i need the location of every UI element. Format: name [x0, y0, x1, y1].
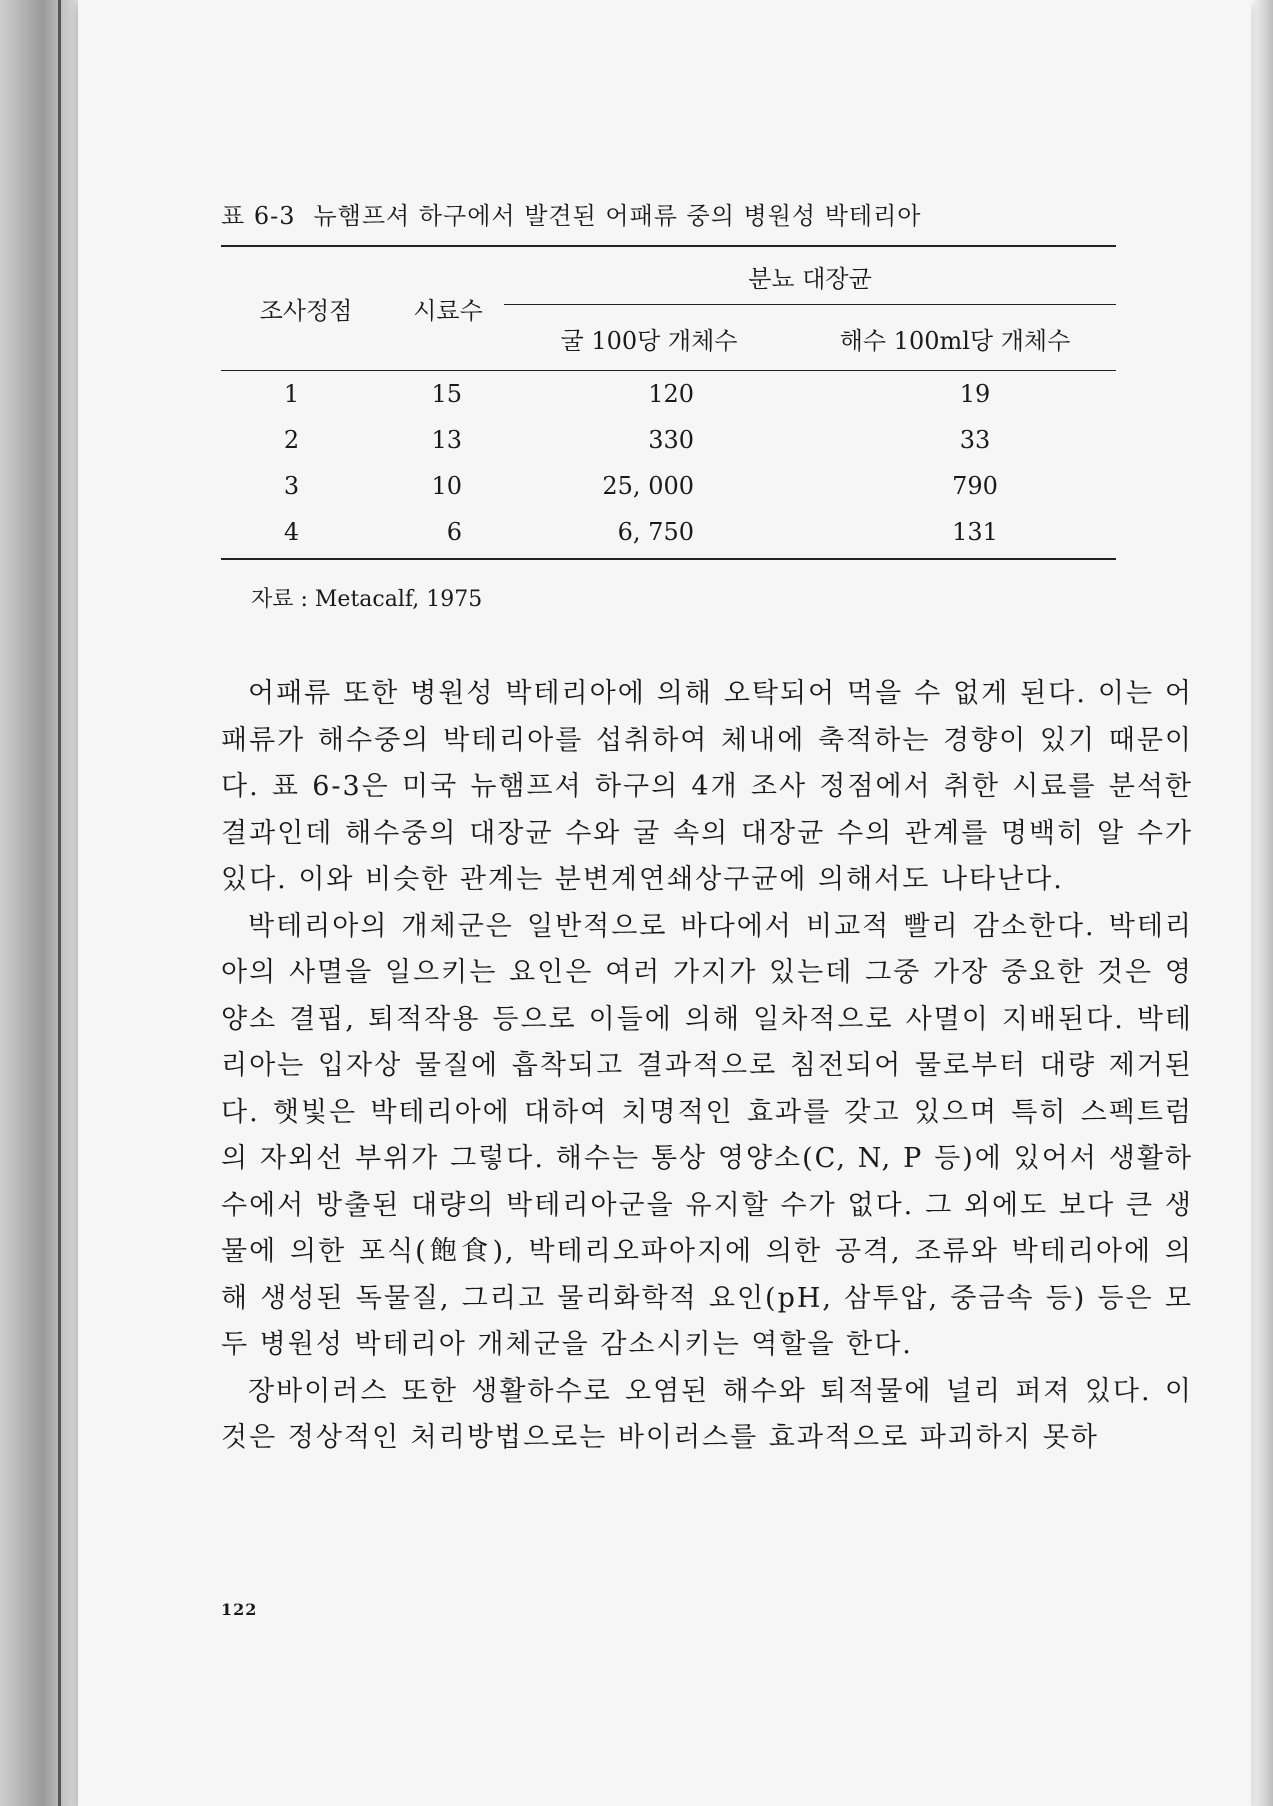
table-row	[221, 463, 1116, 509]
table-row	[221, 417, 1116, 463]
header-sea: 해수 100ml당 개체수	[794, 305, 1116, 371]
book-edge	[0, 0, 78, 1806]
header-samples: 시료수	[392, 246, 504, 371]
header-oyster: 굴 100당 개체수	[504, 305, 794, 371]
cell-site: 2	[283, 426, 300, 454]
table-source: 자료 : Metacalf, 1975	[251, 587, 483, 612]
cell-oyster: 120	[648, 380, 694, 408]
cell-samples: 15	[431, 380, 462, 408]
paragraph: 장바이러스 또한 생활하수로 오염된 해수와 퇴적물에 널리 퍼져 있다. 이것은 정상적인 처리방법으로는 바이러스를 효과적으로 파괴하지 못하	[221, 1375, 1193, 1453]
table-row	[221, 509, 1116, 559]
page-shadow	[1251, 0, 1273, 1806]
table-caption-number: 표 6-3	[221, 202, 296, 230]
cell-samples: 10	[431, 472, 462, 500]
header-site: 조사정점	[221, 246, 392, 371]
paragraph: 어패류 또한 병원성 박테리아에 의해 오탁되어 먹을 수 없게 된다. 이는 어패류가 해수중의 박테리아를 섭취하여 체내에 축적하는 경향이 있기 때문이다. 표 6-3은 미국 뉴햄프셔 하구의 4개 조사 정점에서 취한 시료를 분석한 결과인데 해수중의 대장균 수와 굴 속의 대장균 수의 관계를 명백히 알 수가 있다. 이와 비슷한 관계는 분변계연쇄상구균에 의해서도 나타난다.	[221, 678, 1193, 895]
data-table	[221, 245, 1116, 560]
cell-sea: 19	[959, 380, 991, 408]
book-page	[78, 0, 1251, 1806]
cell-site: 4	[221, 509, 392, 559]
cell-samples: 13	[431, 426, 462, 454]
cell-samples: 6	[392, 509, 504, 559]
cell-oyster: 6, 750	[504, 509, 794, 559]
page-number: 122	[221, 1600, 258, 1619]
cell-sea: 33	[959, 426, 991, 454]
cell-site: 1	[283, 380, 300, 408]
cell-sea: 790	[952, 472, 998, 500]
cell-oyster: 330	[648, 426, 694, 454]
table-caption	[221, 196, 1193, 231]
body-text	[221, 671, 1193, 1462]
cell-oyster: 25, 000	[602, 472, 694, 500]
table-row	[221, 371, 1116, 418]
header-group: 분뇨 대장균	[504, 246, 1116, 305]
page-content	[221, 196, 1193, 1462]
cell-sea: 131	[794, 509, 1116, 559]
cell-site: 3	[283, 472, 300, 500]
header-row-1	[221, 246, 1116, 305]
table-caption-text: 뉴햄프셔 하구에서 발견된 어패류 중의 병원성 박테리아	[313, 202, 922, 230]
paragraph: 박테리아의 개체군은 일반적으로 바다에서 비교적 빨리 감소한다. 박테리아의 사멸을 일으키는 요인은 여러 가지가 있는데 그중 가장 중요한 것은 영양소 결핍, 퇴적작용 등으로 이들에 의해 일차적으로 사멸이 지배된다. 박테리아는 입자상 물질에 흡착되고 결과적으로 침전되어 물로부터 대량 제거된다. 햇빛은 박테리아에 대하여 치명적인 효과를 갖고 있으며 특히 스펙트럼의 자외선 부위가 그렇다. 해수는 통상 영양소(C, N, P 등)에 있어서 생활하수에서 방출된 대량의 박테리아군을 유지할 수가 없다. 그 외에도 보다 큰 생물에 의한 포식(飽食), 박테리오파아지에 의한 공격, 조류와 박테리아에 의해 생성된 독물질, 그리고 물리화학적 요인(pH, 삼투압, 중금속 등) 등은 모두 병원성 박테리아 개체군을 감소시키는 역할을 한다.	[221, 910, 1193, 1360]
